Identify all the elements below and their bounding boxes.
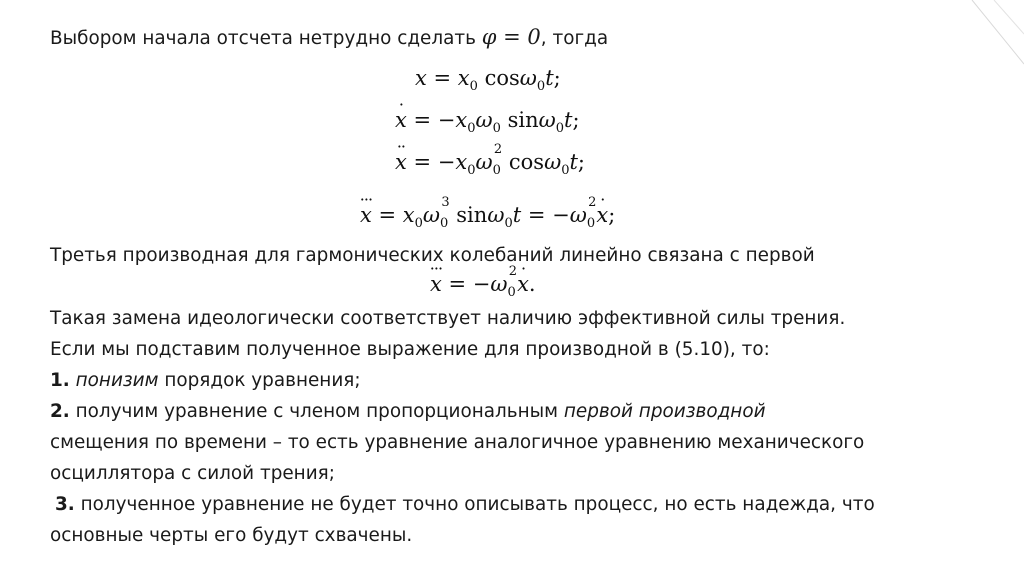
substitute-line: Если мы подставим полученное выражение для производной в (5.10), то:	[50, 339, 770, 360]
intro-text-after: , тогда	[540, 28, 609, 49]
intro-line	[50, 24, 608, 52]
list-item-1	[50, 368, 361, 394]
item-2-continuation-1: смещения по времени – то есть уравнение аналогичное уравнению механического	[50, 432, 865, 453]
corner-decoration	[964, 0, 1024, 80]
friction-line: Такая замена идеологически соответствует наличию эффективной силы трения.	[50, 308, 846, 329]
equation-position: $x = x_0$ cosω$_0$t;	[415, 66, 561, 95]
item-3-text: полученное уравнение не будет точно описывать процесс, но есть надежда, что	[74, 494, 875, 515]
item-3-number: 3.	[55, 494, 75, 515]
intro-text-before: Выбором начала отсчета нетрудно сделать	[50, 28, 482, 49]
list-item-3	[55, 492, 875, 518]
equation-velocity: · $x = -x_0\omega_0$ sinω$_0$t;	[395, 108, 580, 132]
item-2-emphasis: первой производной	[563, 401, 766, 422]
item-1-number: 1.	[50, 370, 70, 391]
relation-equation: ··· $x = -\omega_0^2\cdot x$.	[430, 272, 536, 296]
item-2-number: 2.	[50, 401, 70, 422]
item-2-text: получим уравнение с членом пропорциональным	[69, 401, 564, 422]
phi-zero-formula: φ = 0	[481, 25, 541, 49]
item-1-emphasis: понизим	[75, 370, 159, 391]
list-item-2	[50, 399, 766, 425]
equation-acceleration: ·· $x = -x_0\omega_0^2$ cosω$_0$t;	[395, 150, 585, 174]
equation-jerk: ··· $x = x_0\omega_0^3$ $\sin\omega_0t = -\omega_0^2\cdot x$;	[360, 203, 615, 227]
item-3-continuation: основные черты его будут схвачены.	[50, 525, 413, 546]
third-derivative-text: Третья производная для гармонических колебаний линейно связана с первой	[50, 245, 815, 266]
item-1-text: порядок уравнения;	[158, 370, 361, 391]
item-2-continuation-2: осциллятора с силой трения;	[50, 463, 335, 484]
